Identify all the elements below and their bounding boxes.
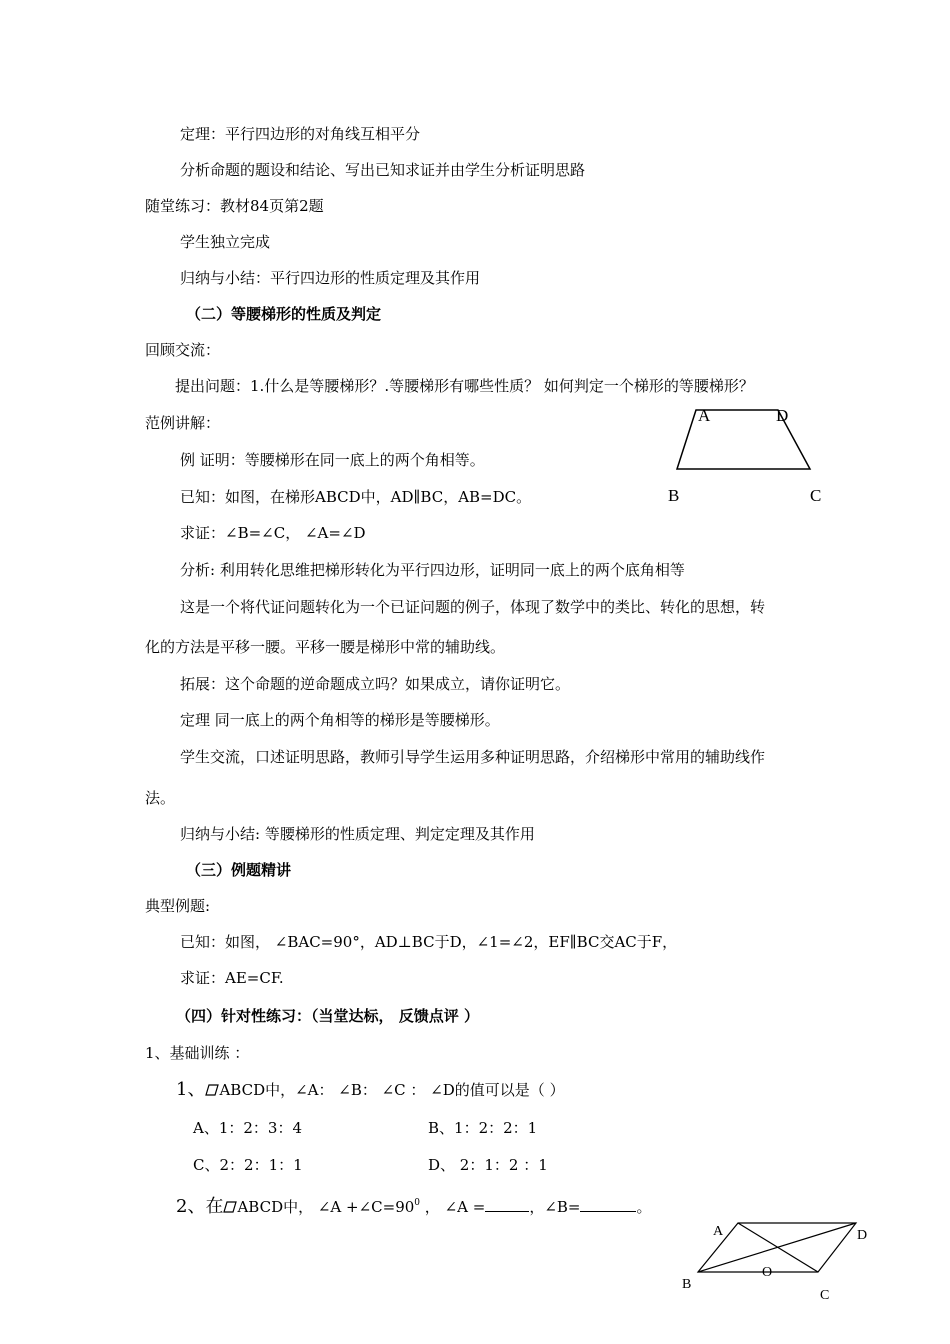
parallelogram-label-a: A: [713, 1224, 724, 1239]
transform-line-2: 化的方法是平移一腰。平移一腰是梯形中常的辅助线。: [145, 638, 506, 656]
exchange-line-2: 法。: [145, 789, 176, 807]
option-a: A、1：2：3：4: [193, 1119, 303, 1137]
q2-angle-b: ，∠B=: [529, 1198, 581, 1216]
transform-line-1: 这是一个将代证问题转化为一个已证问题的例子，体现了数学中的类比、转化的思想，转: [180, 598, 766, 616]
option-c: C、2：2：1：1: [193, 1156, 303, 1174]
section-heading-2: （二）等腰梯形的性质及判定: [186, 305, 382, 323]
review-line: 回顾交流：: [145, 341, 221, 359]
q1-ratio-text: ABCD中，∠A： ∠B： ∠C ： ∠D的值可以是（ ）: [219, 1081, 565, 1099]
prove-line-2: 求证：AE=CF.: [180, 969, 284, 987]
given-line: 已知：如图，在梯形ABCD中，AD∥BC，AB=DC。: [180, 488, 532, 506]
parallelogram-label-c: C: [820, 1288, 830, 1303]
question-2: [176, 1192, 652, 1218]
option-d: D、 2：1：2 ：1: [428, 1156, 548, 1174]
trapezoid-label-b: B: [668, 486, 680, 505]
q2-condition: ABCD中， ∠A +∠C=90: [237, 1198, 415, 1216]
basic-training-line: 1、基础训练 ：: [145, 1044, 250, 1062]
section-heading-3: （三）例题精讲: [186, 861, 292, 879]
analysis-line-2: 分析: 利用转化思维把梯形转化为平行四边形，证明同一底上的两个底角相等: [180, 561, 685, 579]
question-1: [176, 1079, 565, 1101]
trapezoid-label-a: A: [698, 406, 711, 425]
q2-prefix: 2、在: [176, 1196, 224, 1217]
independent-line: 学生独立完成: [180, 233, 271, 251]
trapezoid-figure: [670, 404, 820, 474]
questions-line: 提出问题：1.什么是等腰梯形？.等腰梯形有哪些性质？ 如何判定一个梯形的等腰梯形？: [175, 377, 754, 395]
q1-prefix: 1、: [176, 1079, 206, 1100]
typical-line: 典型例题:: [145, 897, 211, 915]
extend-line: 拓展：这个命题的逆命题成立吗？如果成立，请你证明它。: [180, 675, 571, 693]
given-line-2: 已知：如图， ∠BAC=90°，AD⊥BC于D，∠1=∠2，EF∥BC交AC于F，: [180, 933, 678, 951]
example-title: 范例讲解：: [145, 414, 221, 432]
section-heading-4: （四）针对性练习：（当堂达标， 反馈点评 ）: [176, 1007, 479, 1025]
q2-angle-a: ， ∠A =: [420, 1198, 486, 1216]
q2-end: 。: [636, 1198, 652, 1216]
analysis-line: 分析命题的题设和结论、写出已知求证并由学生分析证明思路: [180, 161, 586, 179]
parallelogram-icon: [205, 1084, 219, 1095]
parallelogram-label-b: B: [682, 1277, 692, 1292]
trapezoid-label-c: C: [810, 486, 822, 505]
prove-line: 求证：∠B=∠C， ∠A=∠D: [180, 524, 366, 542]
theorem-line-2: 定理 同一底上的两个角相等的梯形是等腰梯形。: [180, 711, 500, 729]
trapezoid-label-d: D: [776, 406, 789, 425]
example-statement: 例 证明：等腰梯形在同一底上的两个角相等。: [180, 451, 485, 469]
exchange-line-1: 学生交流，口述证明思路，教师引导学生运用多种证明思路，介绍梯形中常用的辅助线作: [180, 748, 766, 766]
summary-line-2: 归纳与小结: 等腰梯形的性质定理、判定定理及其作用: [180, 825, 535, 843]
option-b: B、1：2：2：1: [428, 1119, 538, 1137]
parallelogram-label-o: O: [762, 1265, 773, 1280]
parallelogram-icon: [223, 1201, 237, 1212]
practice-line: 随堂练习：教材84页第2题: [145, 197, 324, 215]
q2-degree-sup: 0: [414, 1198, 421, 1208]
blank-angle-b[interactable]: [580, 1197, 636, 1212]
theorem-diagonals: 定理：平行四边形的对角线互相平分: [180, 125, 421, 143]
parallelogram-label-d: D: [857, 1228, 868, 1243]
summary-line-1: 归纳与小结：平行四边形的性质定理及其作用: [180, 269, 481, 287]
blank-angle-a[interactable]: [485, 1197, 529, 1212]
